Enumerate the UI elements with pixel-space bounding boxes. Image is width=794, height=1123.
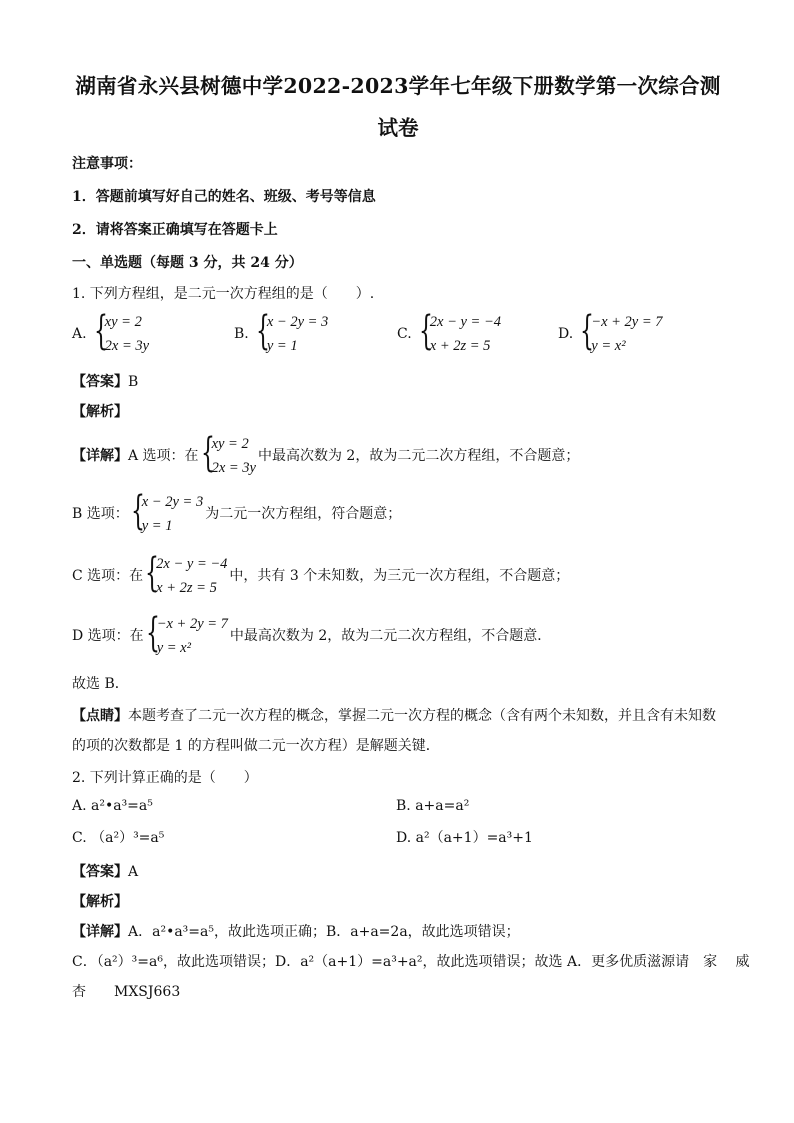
question-1-point: 【点睛】本题考查了二元一次方程的概念，掌握二元一次方程的概念（含有两个未知数，并且含有未知数 bbox=[72, 708, 716, 724]
equation-system: { x − 2y = 3 y = 1 bbox=[130, 488, 204, 534]
question-2-detail-end: 杏 MXSJ663 bbox=[72, 984, 181, 1000]
equation-system: { 2x − y = −4 x + 2z = 5 bbox=[145, 550, 228, 596]
equation-system: { x − 2y = 3 y = 1 bbox=[255, 308, 329, 354]
question-1-options bbox=[72, 310, 724, 364]
question-1-detail-b: B 选项： { x − 2y = 3 y = 1 为二元一次方程组，符合题意； bbox=[72, 488, 724, 540]
equation-system: { 2x − y = −4 x + 2z = 5 bbox=[418, 308, 501, 354]
question-1-conclusion: 故选 B． bbox=[72, 676, 129, 692]
question-1-stem: 1. 下列方程组，是二元一次方程组的是（ ）. bbox=[72, 286, 375, 302]
document-page bbox=[72, 70, 750, 1002]
notice-item-1: 1．答题前填写好自己的姓名、班级、考号等信息 bbox=[72, 189, 376, 205]
question-2-option-a: A. a²•a³=a⁵ bbox=[72, 798, 153, 814]
question-2-options-row-2 bbox=[72, 828, 724, 858]
section-heading: 一、单选题（每题 3 分，共 24 分） bbox=[72, 255, 303, 271]
question-1-point-continued: 的项的次数都是 1 的方程叫做二元一次方程）是解题关键． bbox=[72, 738, 440, 754]
document-title-continued: 试卷 bbox=[377, 116, 419, 140]
document-title: 湖南省永兴县树德中学2022-2023学年七年级下册数学第一次综合测 bbox=[75, 74, 721, 98]
question-2-options-row-1 bbox=[72, 796, 724, 826]
question-2-answer: 【答案】A bbox=[72, 864, 139, 880]
equation-system: { xy = 2 2x = 3y bbox=[93, 308, 150, 354]
notice-heading: 注意事项： bbox=[72, 156, 142, 172]
question-2-option-d: D. a²（a+1）=a³+1 bbox=[396, 830, 533, 846]
question-1-analysis-label: 【解析】 bbox=[72, 404, 128, 420]
question-1-detail-a: 【详解】 A 选项：在 { xy = 2 2x = 3y 中最高次数为 2，故为二元二次方程组，不合题意； bbox=[72, 430, 724, 482]
question-2-stem: 2. 下列计算正确的是（ ） bbox=[72, 770, 258, 786]
notice-item-2: 2．请将答案正确填写在答题卡上 bbox=[72, 222, 278, 238]
question-1-detail-c: C 选项：在 { 2x − y = −4 x + 2z = 5 中，共有 3 个未知数，为三元一次方程组，不合题意； bbox=[72, 550, 724, 602]
question-2-detail: 【详解】A．a²•a³=a⁵，故此选项正确；B．a+a=2a，故此选项错误； bbox=[72, 924, 520, 940]
question-1-detail-d: D 选项：在 { −x + 2y = 7 y = x² 中最高次数为 2，故为二元二次方程组，不合题意． bbox=[72, 610, 724, 662]
question-1-option-b: B. { x − 2y = 3 y = 1 bbox=[234, 310, 330, 358]
equation-system: { xy = 2 2x = 3y bbox=[200, 430, 256, 476]
question-2-detail-continued: C．（a²）³=a⁶，故此选项错误；D．a²（a+1）=a³+a²，故此选项错误；故选 A．更多优质滋源请 家 威 bbox=[72, 954, 750, 970]
question-2-option-b: B. a+a=a² bbox=[396, 798, 470, 814]
question-1-option-c: C. { 2x − y = −4 x + 2z = 5 bbox=[397, 310, 503, 358]
equation-system: { −x + 2y = 7 y = x² bbox=[145, 610, 228, 656]
question-1-option-a: A. { xy = 2 2x = 3y bbox=[72, 310, 151, 358]
question-2-analysis-label: 【解析】 bbox=[72, 894, 128, 910]
equation-system: { −x + 2y = 7 y = x² bbox=[580, 308, 663, 354]
question-2-option-c: C. （a²）³=a⁵ bbox=[72, 830, 165, 846]
question-1-option-d: D. { −x + 2y = 7 y = x² bbox=[558, 310, 665, 358]
question-1-answer: 【答案】B bbox=[72, 374, 139, 390]
